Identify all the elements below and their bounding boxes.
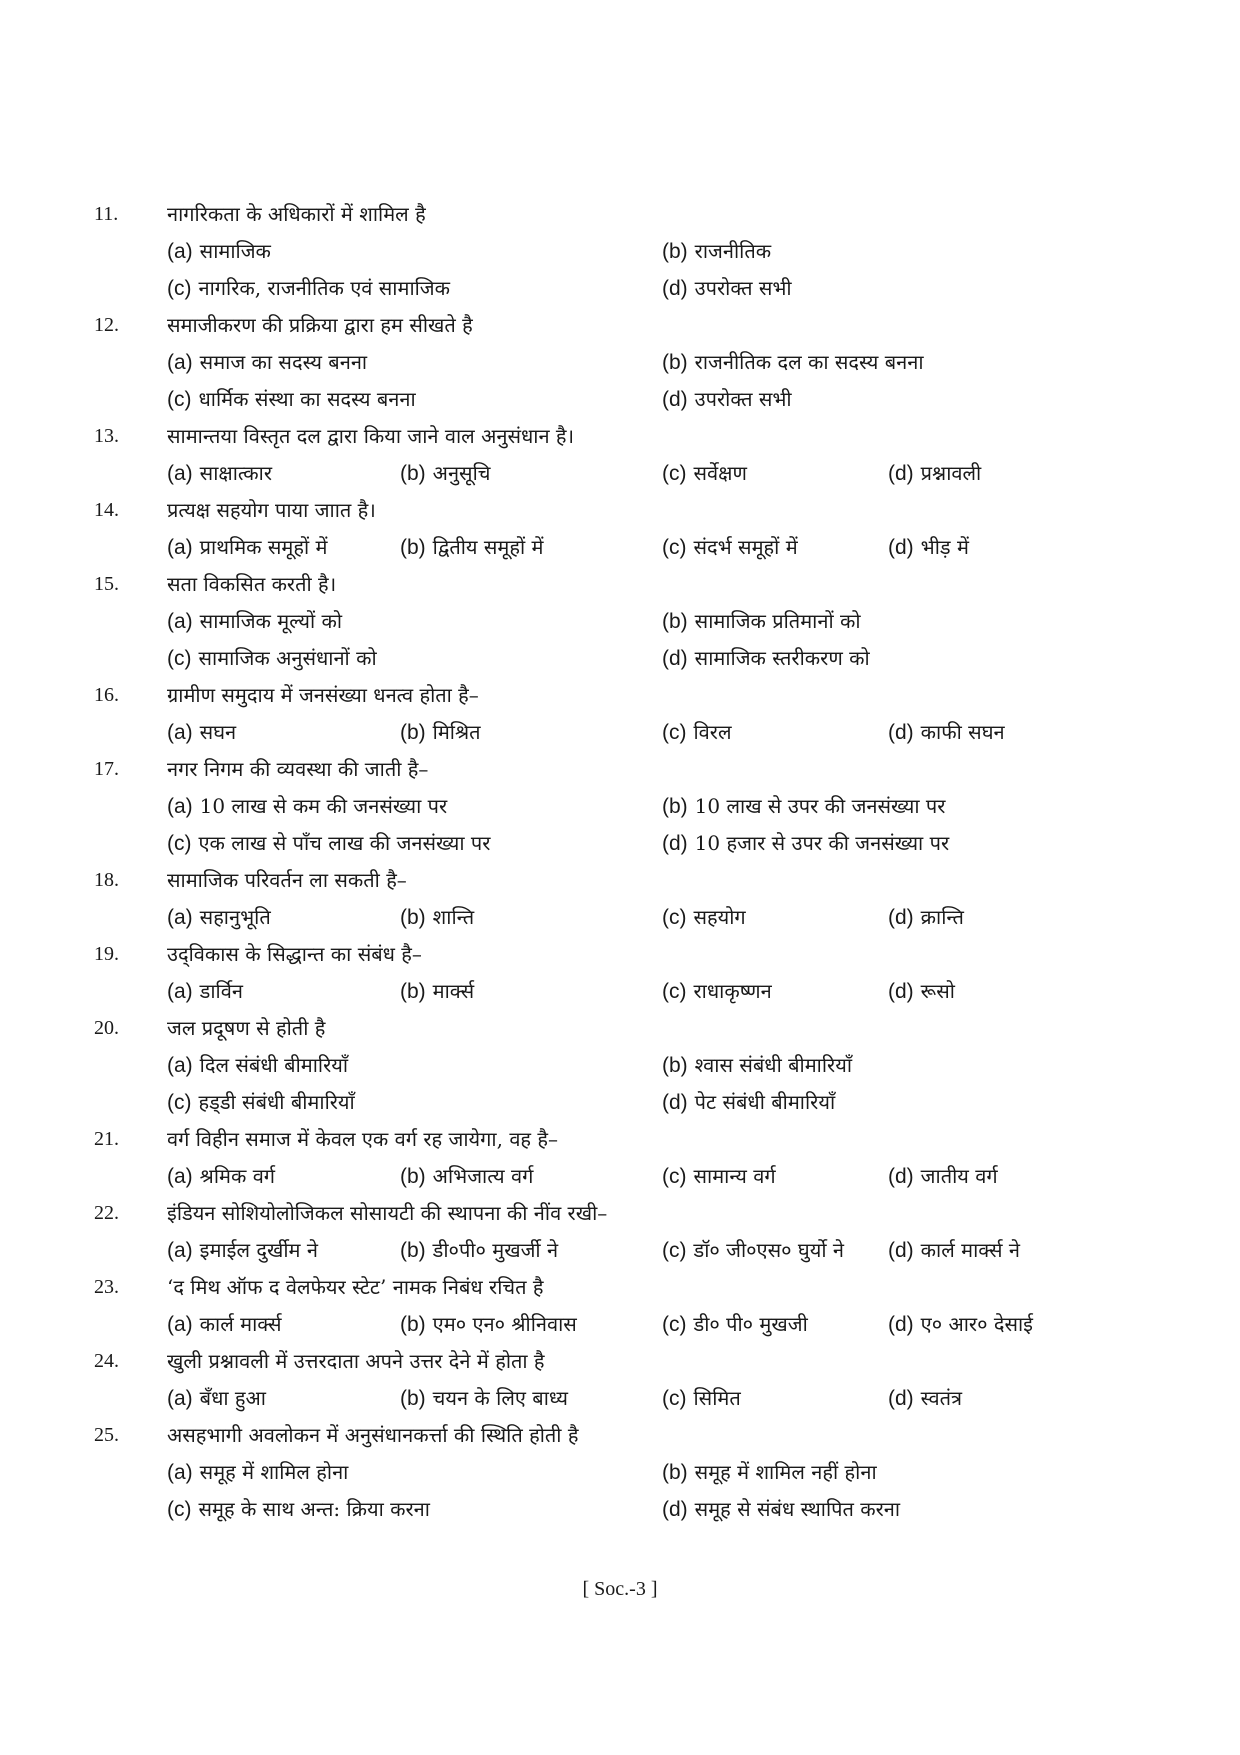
answer-option: [662, 1384, 741, 1413]
answer-option: [888, 1162, 998, 1191]
answer-option: [400, 459, 490, 488]
option-text: शान्ति: [432, 905, 475, 929]
option-label: (a): [167, 536, 193, 559]
option-text: समूह के साथ अन्त: क्रिया करना: [198, 1497, 430, 1521]
answer-option: [167, 1458, 348, 1487]
option-label: (c): [662, 1313, 687, 1336]
option-text: अभिजात्य वर्ग: [432, 1164, 534, 1188]
option-label: (a): [167, 1461, 193, 1484]
answer-option: [400, 533, 544, 562]
question-number: 17.: [94, 758, 119, 780]
option-label: (c): [662, 1165, 687, 1188]
option-label: (b): [400, 536, 426, 559]
option-label: (b): [662, 1461, 688, 1484]
option-label: (c): [167, 1091, 192, 1114]
option-label: (a): [167, 240, 193, 263]
option-label: (d): [662, 277, 688, 300]
question-number: 25.: [94, 1424, 119, 1446]
answer-option: [167, 237, 271, 266]
answer-option: [888, 1384, 962, 1413]
option-label: (c): [662, 980, 687, 1003]
answer-option: [888, 459, 981, 488]
answer-option: [662, 829, 949, 858]
answer-option: [400, 718, 481, 747]
option-label: (a): [167, 906, 193, 929]
option-label: (d): [662, 647, 688, 670]
answer-option: [167, 903, 271, 932]
option-text: डार्विन: [199, 979, 243, 1003]
option-label: (a): [167, 980, 193, 1003]
option-text: राधाकृष्णन: [693, 979, 772, 1003]
option-label: (d): [662, 832, 688, 855]
option-text: पेट संबंधी बीमारियाँ: [694, 1090, 836, 1114]
option-text: दिल संबंधी बीमारियाँ: [199, 1053, 349, 1077]
option-label: (a): [167, 721, 193, 744]
answer-option: [662, 1088, 835, 1117]
option-label: (a): [167, 1054, 193, 1077]
option-label: (a): [167, 1387, 193, 1410]
answer-option: [888, 1310, 1033, 1339]
answer-option: [888, 1236, 1020, 1265]
option-text: डॉ० जी०एस० घुर्यो ने: [693, 1238, 844, 1262]
answer-option: [662, 977, 772, 1006]
option-label: (b): [662, 795, 688, 818]
answer-option: [167, 977, 243, 1006]
question-text: नागरिकता के अधिकारों में शामिल है: [167, 202, 426, 226]
option-text: 10 लाख से उपर की जनसंख्या पर: [694, 794, 946, 818]
question-number: 24.: [94, 1350, 119, 1372]
question-text: ग्रामीण समुदाय में जनसंख्या धनत्व होता है–: [167, 683, 479, 707]
option-text: विरल: [693, 720, 732, 744]
answer-option: [662, 533, 798, 562]
answer-option: [662, 385, 792, 414]
option-label: (d): [662, 1091, 688, 1114]
option-label: (a): [167, 351, 193, 374]
option-text: स्वतंत्र: [920, 1386, 963, 1410]
option-label: (a): [167, 795, 193, 818]
option-text: इमाईल दुर्खीम ने: [199, 1238, 318, 1262]
answer-option: [662, 1458, 877, 1487]
answer-option: [167, 459, 272, 488]
question-text: सता विकसित करती है।: [167, 572, 337, 596]
question-text: असहभागी अवलोकन में अनुसंधानकर्त्ता की स्थिति होती है: [167, 1423, 579, 1447]
question-number: 12.: [94, 314, 119, 336]
option-text: नागरिक, राजनीतिक एवं सामाजिक: [198, 276, 451, 300]
option-text: राजनीतिक दल का सदस्य बनना: [694, 350, 924, 374]
option-text: कार्ल मार्क्स ने: [920, 1238, 1021, 1262]
option-text: राजनीतिक: [694, 239, 772, 263]
question-number: 13.: [94, 425, 119, 447]
option-label: (b): [662, 351, 688, 374]
option-label: (b): [400, 462, 426, 485]
question-number: 19.: [94, 943, 119, 965]
answer-option: [400, 977, 474, 1006]
option-text: समाज का सदस्य बनना: [199, 350, 368, 374]
option-text: क्रान्ति: [920, 905, 964, 929]
option-label: (a): [167, 1239, 193, 1262]
answer-option: [400, 1236, 558, 1265]
option-label: (c): [662, 721, 687, 744]
answer-option: [662, 274, 792, 303]
option-text: ए० आर० देसाई: [920, 1312, 1034, 1336]
option-text: समूह से संबंध स्थापित करना: [694, 1497, 901, 1521]
option-text: 10 हजार से उपर की जनसंख्या पर: [694, 831, 950, 855]
option-text: सामाजिक स्तरीकरण को: [694, 646, 870, 670]
option-label: (c): [167, 647, 192, 670]
answer-option: [662, 644, 870, 673]
option-text: संदर्भ समूहों में: [693, 535, 798, 559]
question-number: 14.: [94, 499, 119, 521]
answer-option: [167, 829, 490, 858]
question-number: 22.: [94, 1202, 119, 1224]
option-text: समूह में शामिल नहीं होना: [694, 1460, 877, 1484]
question-text: नगर निगम की व्यवस्था की जाती है–: [167, 757, 429, 781]
option-label: (d): [888, 462, 914, 485]
question-text: खुली प्रश्नावली में उत्तरदाता अपने उत्तर देने में होता है: [167, 1349, 545, 1373]
question-number: 20.: [94, 1017, 119, 1039]
option-text: डी०पी० मुखर्जी ने: [432, 1238, 559, 1262]
question-text: इंडियन सोशियोलोजिकल सोसायटी की स्थापना की नींव रखी–: [167, 1201, 608, 1225]
option-text: सामाजिक प्रतिमानों को: [694, 609, 861, 633]
answer-option: [662, 718, 732, 747]
question-text: ‘द मिथ ऑफ द वेलफेयर स्टेट’ नामक निबंध रचित है: [167, 1275, 544, 1299]
answer-option: [662, 792, 945, 821]
option-text: द्वितीय समूहों में: [432, 535, 544, 559]
option-label: (c): [662, 906, 687, 929]
option-label: (d): [888, 1239, 914, 1262]
answer-option: [167, 644, 377, 673]
option-label: (c): [662, 1239, 687, 1262]
option-label: (d): [662, 1498, 688, 1521]
answer-option: [662, 237, 771, 266]
answer-option: [167, 1088, 355, 1117]
option-label: (c): [167, 1498, 192, 1521]
option-text: सामान्य वर्ग: [693, 1164, 776, 1188]
answer-option: [662, 459, 747, 488]
answer-option: [167, 533, 327, 562]
option-text: साक्षात्कार: [199, 461, 273, 485]
option-label: (a): [167, 462, 193, 485]
option-text: मिश्रित: [432, 720, 481, 744]
option-label: (b): [662, 1054, 688, 1077]
answer-option: [167, 718, 236, 747]
option-label: (c): [662, 1387, 687, 1410]
option-text: धार्मिक संस्था का सदस्य बनना: [198, 387, 416, 411]
answer-option: [888, 903, 964, 932]
answer-option: [662, 903, 746, 932]
option-text: डी० पी० मुखजी: [693, 1312, 808, 1336]
option-text: श्वास संबंधी बीमारियाँ: [694, 1053, 853, 1077]
answer-option: [167, 1051, 348, 1080]
option-label: (c): [662, 536, 687, 559]
option-label: (d): [888, 906, 914, 929]
answer-option: [662, 1051, 852, 1080]
option-text: अनुसूचि: [432, 461, 491, 485]
option-text: सहयोग: [693, 905, 746, 929]
option-text: रूसो: [920, 979, 955, 1003]
answer-option: [167, 607, 342, 636]
option-label: (c): [662, 462, 687, 485]
option-text: भीड़ में: [920, 535, 969, 559]
option-text: सिमित: [693, 1386, 741, 1410]
option-label: (b): [400, 1387, 426, 1410]
question-number: 15.: [94, 573, 119, 595]
option-text: सघन: [199, 720, 237, 744]
option-text: उपरोक्त सभी: [694, 387, 792, 411]
answer-option: [167, 348, 367, 377]
option-label: (b): [662, 240, 688, 263]
answer-option: [167, 1236, 318, 1265]
answer-option: [400, 1310, 577, 1339]
option-text: काफी सघन: [920, 720, 1005, 744]
answer-option: [167, 792, 447, 821]
option-text: बँधा हुआ: [199, 1386, 266, 1410]
answer-option: [167, 385, 416, 414]
page-footer: [ Soc.-3 ]: [582, 1578, 658, 1600]
question-text: प्रत्यक्ष सहयोग पाया जाात है।: [167, 498, 376, 522]
answer-option: [888, 718, 1005, 747]
answer-option: [167, 1495, 430, 1524]
option-text: मार्क्स: [432, 979, 475, 1003]
question-text: वर्ग विहीन समाज में केवल एक वर्ग रह जायेगा, वह है–: [167, 1127, 559, 1151]
option-label: (c): [167, 832, 192, 855]
option-text: उपरोक्त सभी: [694, 276, 792, 300]
option-label: (d): [662, 388, 688, 411]
option-label: (b): [662, 610, 688, 633]
answer-option: [167, 1310, 282, 1339]
option-text: सामाजिक मूल्यों को: [199, 609, 343, 633]
option-text: चयन के लिए बाध्य: [432, 1386, 569, 1410]
answer-option: [400, 1384, 568, 1413]
option-text: सामाजिक अनुसंधानों को: [198, 646, 377, 670]
option-label: (a): [167, 1313, 193, 1336]
option-text: प्रश्नावली: [920, 461, 982, 485]
answer-option: [662, 607, 861, 636]
option-text: सामाजिक: [199, 239, 271, 263]
answer-option: [400, 903, 474, 932]
answer-option: [167, 274, 450, 303]
option-text: कार्ल मार्क्स: [199, 1312, 282, 1336]
option-text: एक लाख से पाँच लाख की जनसंख्या पर: [198, 831, 491, 855]
option-text: जातीय वर्ग: [920, 1164, 998, 1188]
option-label: (c): [167, 277, 192, 300]
option-text: प्राथमिक समूहों में: [199, 535, 328, 559]
question-number: 21.: [94, 1128, 119, 1150]
question-number: 18.: [94, 869, 119, 891]
option-label: (d): [888, 1387, 914, 1410]
option-label: (b): [400, 980, 426, 1003]
answer-option: [167, 1384, 266, 1413]
question-number: 23.: [94, 1276, 119, 1298]
answer-option: [167, 1162, 275, 1191]
option-label: (c): [167, 388, 192, 411]
question-text: सामाजिक परिवर्तन ला सकती है–: [167, 868, 407, 892]
option-label: (d): [888, 536, 914, 559]
question-number: 16.: [94, 684, 119, 706]
question-text: जल प्रदूषण से होती है: [167, 1016, 326, 1040]
question-number: 11.: [94, 203, 119, 225]
answer-option: [662, 1236, 844, 1265]
option-label: (d): [888, 980, 914, 1003]
option-text: सहानुभूति: [199, 905, 271, 929]
option-label: (d): [888, 1313, 914, 1336]
question-text: उद्‌विकास के सिद्धान्त का संबंध है–: [167, 942, 422, 966]
option-text: सर्वेक्षण: [693, 461, 747, 485]
option-label: (a): [167, 610, 193, 633]
option-label: (b): [400, 1313, 426, 1336]
answer-option: [888, 977, 955, 1006]
option-text: समूह में शामिल होना: [199, 1460, 349, 1484]
option-label: (b): [400, 1165, 426, 1188]
answer-option: [400, 1162, 533, 1191]
option-label: (b): [400, 1239, 426, 1262]
option-label: (d): [888, 721, 914, 744]
option-text: हड्‌डी संबंधी बीमारियाँ: [198, 1090, 355, 1114]
option-text: श्रमिक वर्ग: [199, 1164, 276, 1188]
answer-option: [662, 1495, 900, 1524]
option-text: 10 लाख से कम की जनसंख्या पर: [199, 794, 448, 818]
answer-option: [662, 1162, 776, 1191]
option-label: (d): [888, 1165, 914, 1188]
answer-option: [662, 1310, 808, 1339]
option-label: (b): [400, 906, 426, 929]
option-text: एम० एन० श्रीनिवास: [432, 1312, 577, 1336]
option-label: (a): [167, 1165, 193, 1188]
question-text: समाजीकरण की प्रक्रिया द्वारा हम सीखते है: [167, 313, 473, 337]
option-label: (b): [400, 721, 426, 744]
question-text: सामान्तया विस्तृत दल द्वारा किया जाने वाल अनुसंधान है।: [167, 424, 575, 448]
answer-option: [888, 533, 969, 562]
answer-option: [662, 348, 924, 377]
